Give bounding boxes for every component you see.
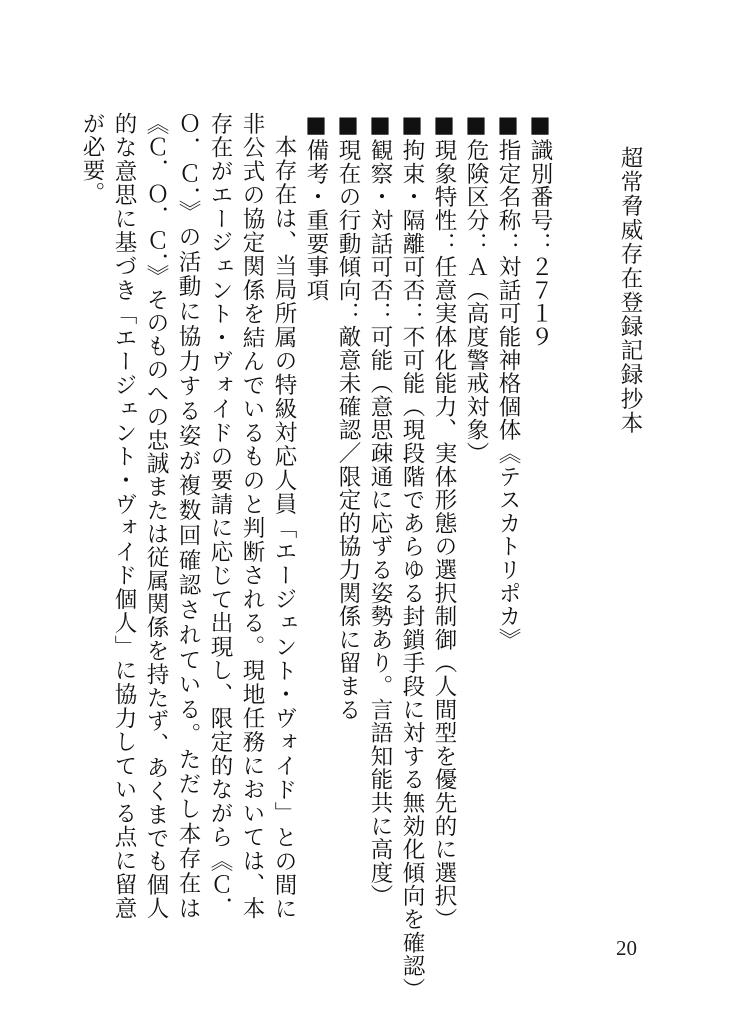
entry-designated-name: ■指定名称：対話可能神格個体《テスカトリポカ》 [495,112,521,652]
entry-risk-class: ■危険区分：Ａ（高度警戒対象） [463,112,489,465]
entry-phenomenon-traits: ■現象特性：任意実体化能力、実体形態の選択制御（人間型を優先的に選択） [431,112,457,931]
entry-identification-number: ■識別番号：２７１９ [527,112,553,349]
entry-observation-dialogue: ■観察・対話可否：可能（意思疎通に応ずる姿勢あり。言語知能共に高度） [367,112,393,908]
document-title: 超常脅威存在登録記録抄本 [617,146,643,436]
entry-remarks-heading: ■備考・重要事項 [303,112,329,302]
entry-current-behavior: ■現在の行動傾向：敵意未確認／限定的協力関係に留まる [335,112,361,722]
title-gap [556,112,588,932]
remarks-body-paragraph: 本存在は、当局所属の特級対応人員「エージェント・ヴォイド」との間に非公式の協定関係を結んでいるものと判断される。現地任務においては、本存在がエージェント・ヴォイドの要請に応じて出現し、限定的ながら《Ｃ．Ｏ．Ｃ．》の活動に協力する姿が複数回確認されている。ただし本存在は《Ｃ．Ｏ．Ｃ．》そのものへの忠誠または従属関係を持たず、あくまでも個人的な意思に基づき「エージェント・ヴォイド個人」に協力している点に留意が必要。 [79,112,297,920]
entry-containment-status: ■拘束・隔離可否：不可能（現段階であらゆる封鎖手段に対する無効化傾向を確認） [399,112,425,1001]
page-number: 20 [616,936,637,960]
